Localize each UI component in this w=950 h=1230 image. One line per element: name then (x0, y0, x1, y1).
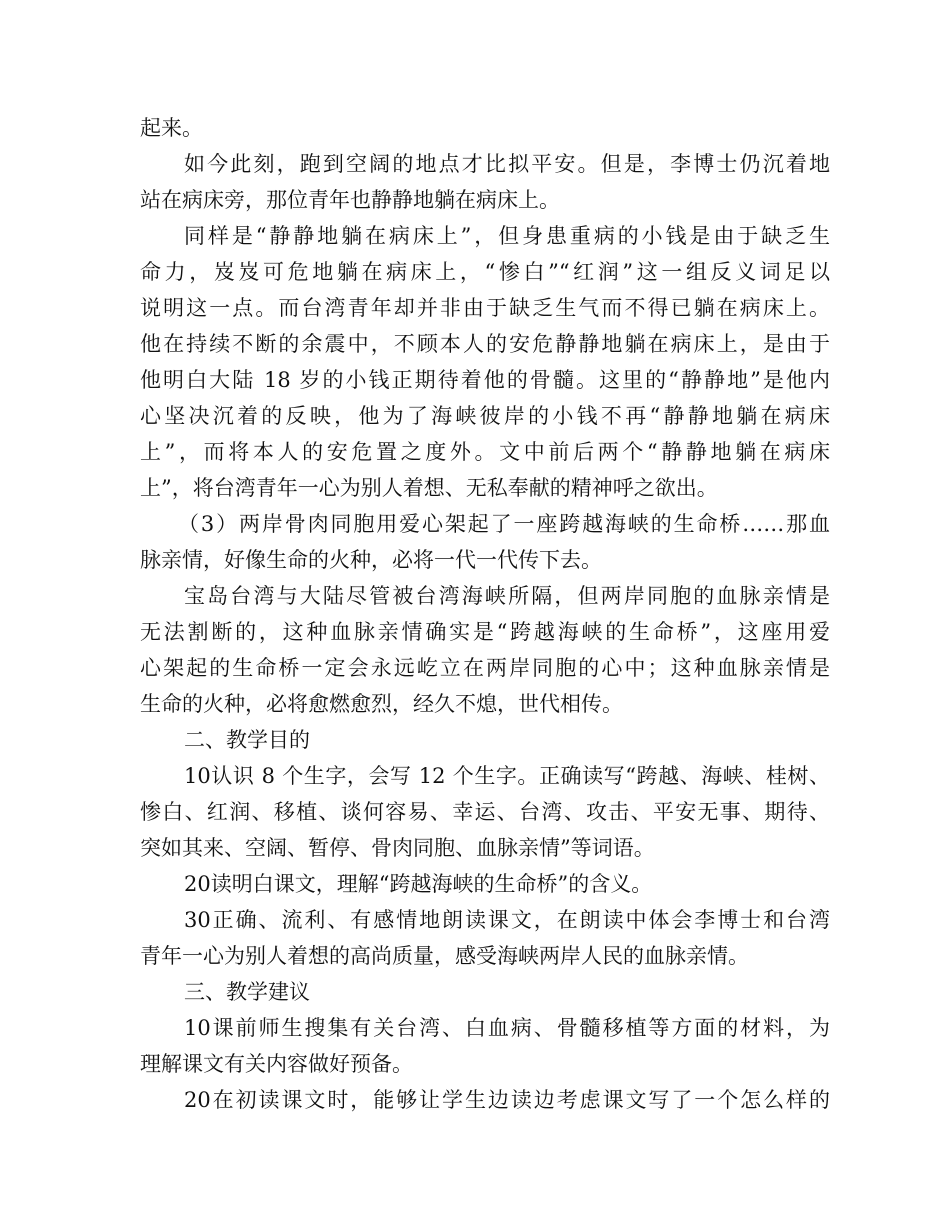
text-line: 突如其来、空阔、暂停、骨肉同胞、血脉亲情”等词语。 (140, 836, 655, 860)
text-line: 脉亲情，好像生命的火种，必将一代一代传下去。 (140, 548, 602, 572)
text-line: 心坚决沉着的反映，他为了海峡彼岸的小钱不再“静静地躺在病床 (140, 404, 830, 428)
text-line: 10认识 8 个生字，会写 12 个生字。正确读写“跨越、海峡、桂树、 (184, 764, 830, 788)
text-line: 命力，岌岌可危地躺在病床上，“惨白”“红润”这一组反义词足以 (140, 260, 830, 284)
section-heading: 三、教学建议 (184, 980, 310, 1004)
text-line: 生命的火种，必将愈燃愈烈，经久不熄，世代相传。 (140, 692, 623, 716)
text-line: 无法割断的，这种血脉亲情确实是“跨越海峡的生命桥”，这座用爱 (140, 620, 830, 644)
text-line: （3）两岸骨肉同胞用爱心架起了一座跨越海峡的生命桥……那血 (178, 512, 830, 536)
text-line: 心架起的生命桥一定会永远屹立在两岸同胞的心中；这种血脉亲情是 (140, 656, 830, 680)
text-line: 如今此刻，跑到空阔的地点才比拟平安。但是，李博士仍沉着地 (184, 152, 830, 176)
document-page (140, 110, 830, 1118)
text-line: 20在初读课文时，能够让学生边读边考虑课文写了一个怎么样的 (184, 1088, 830, 1112)
text-line: 宝岛台湾与大陆尽管被台湾海峡所隔，但两岸同胞的血脉亲情是 (184, 584, 830, 608)
text-line: 理解课文有关内容做好预备。 (140, 1052, 413, 1076)
text-line: 青年一心为别人着想的高尚质量，感受海峡两岸人民的血脉亲情。 (140, 944, 749, 968)
text-line: 10课前师生搜集有关台湾、白血病、骨髓移植等方面的材料，为 (184, 1016, 830, 1040)
text-line: 他明白大陆 18 岁的小钱正期待着他的骨髓。这里的“静静地”是他内 (140, 368, 830, 392)
text-line: 同样是“静静地躺在病床上”，但身患重病的小钱是由于缺乏生 (184, 224, 830, 248)
text-line: 说明这一点。而台湾青年却并非由于缺乏生气而不得已躺在病床上。 (140, 296, 830, 320)
text-line: 他在持续不断的余震中，不顾本人的安危静静地躺在病床上，是由于 (140, 332, 830, 356)
section-heading: 二、教学目的 (184, 728, 310, 752)
text-line: 上”，将台湾青年一心为别人着想、无私奉献的精神呼之欲出。 (140, 476, 718, 500)
text-line: 惨白、红润、移植、谈何容易、幸运、台湾、攻击、平安无事、期待、 (140, 800, 830, 824)
text-line: 站在病床旁，那位青年也静静地躺在病床上。 (140, 188, 560, 212)
text-line: 30正确、流利、有感情地朗读课文，在朗读中体会李博士和台湾 (184, 908, 830, 932)
text-line: 起来。 (140, 116, 203, 140)
text-line: 上”，而将本人的安危置之度外。文中前后两个“静静地躺在病床 (140, 440, 830, 464)
text-line: 20读明白课文，理解“跨越海峡的生命桥”的含义。 (184, 872, 653, 896)
